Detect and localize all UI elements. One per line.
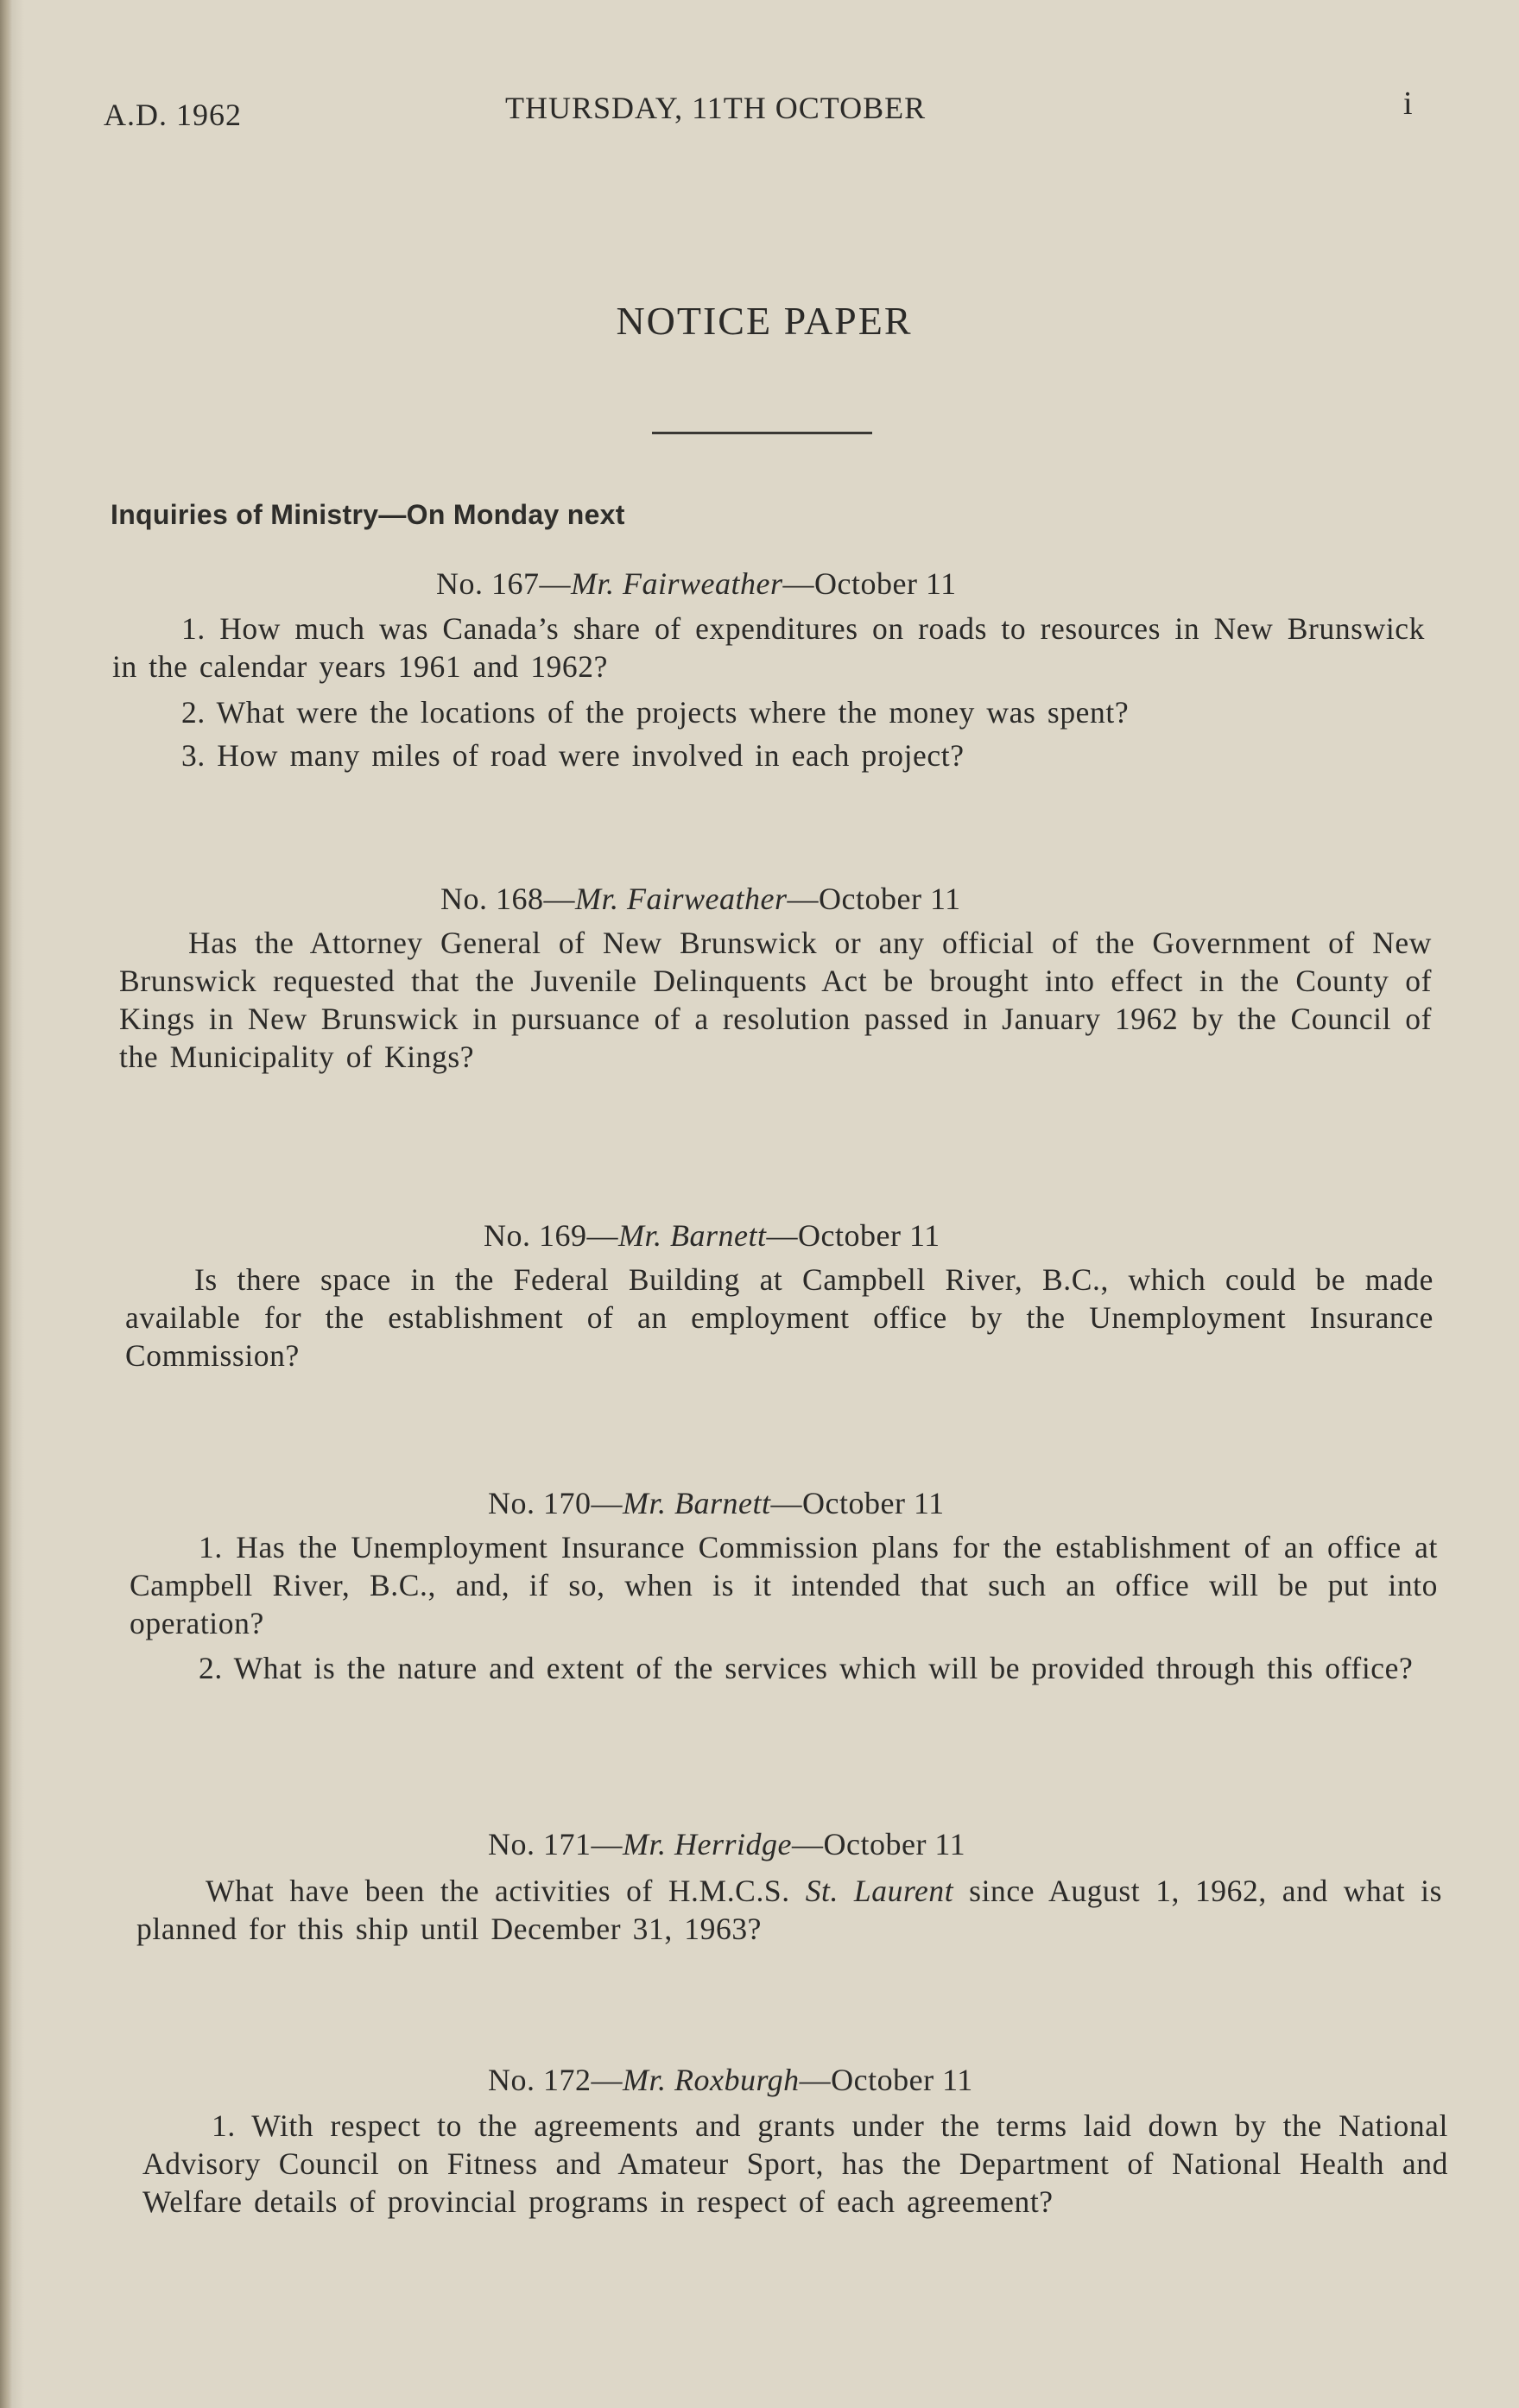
question-168-paragraph-1: Has the Attorney General of New Brunswick or any official of the Government of New Brunswick requested that the Juvenile Delinquents Act be brought into effect in the County of Kings in New Brunswick in pursuance of a resolution passed in January 1962 by the Council of the Municipality of Kings? [119,926,1432,1074]
question-number: No. 167— [436,566,571,601]
question-167-paragraph-1: 1. How much was Canada’s share of expenditures on roads to resources in New Brunswick in the calendar years 1961 and 1962? [112,611,1425,684]
question-170-paragraph-1: 1. Has the Unemployment Insurance Commission plans for the establishment of an office at Campbell River, B.C., and, if so, when is it intended that such an office will be put into operation? [130,1530,1438,1640]
question-167-paragraph-2: 2. What were the locations of the projects where the money was spent? [181,695,1130,730]
question-member: Mr. Herridge [623,1827,792,1861]
question-170-paragraph-2: 2. What is the nature and extent of the services which will be provided through this office? [199,1651,1414,1685]
question-date: —October 11 [782,566,957,601]
header-date: THURSDAY, 11TH OCTOBER [505,91,927,125]
question-member: Mr. Roxburgh [623,2063,800,2097]
question-number: No. 172— [488,2063,623,2097]
page-title: NOTICE PAPER [616,299,913,343]
question-number: No. 171— [488,1827,623,1861]
question-170-title [488,1485,945,1521]
question-168-title [440,881,961,917]
header-year: A.D. 1962 [104,98,242,132]
question-172-title [488,2062,973,2098]
section-heading: Inquiries of Ministry—On Monday next [111,499,625,530]
question-date: —October 11 [799,2063,973,2097]
question-172-paragraph-1: 1. With respect to the agreements and grants under the terms laid down by the National Advisory Council on Fitness and Amateur Sport, has the Department of National Health and Welfare details of provincial programs in respect of each agreement? [142,2108,1448,2219]
title-divider [652,432,872,434]
page-binding-edge [0,0,12,2408]
question-167-paragraph-3: 3. How many miles of road were involved in each project? [181,738,965,773]
page-header [0,85,1519,133]
question-171-title [488,1826,965,1862]
page-number: i [1403,85,1414,122]
question-171-paragraph-1: What have been the activities of H.M.C.S. St. Laurent since August 1, 1962, and what is planned for this ship until December 31, 1963? [136,1874,1442,1946]
question-169-paragraph-1: Is there space in the Federal Building at Campbell River, B.C., which could be made available for the establishment of an employment office by the Unemployment Insurance Commission? [125,1262,1434,1373]
ship-name: St. Laurent [805,1874,954,1908]
question-date: —October 11 [791,1827,966,1861]
question-number: No. 170— [488,1486,623,1520]
question-date: —October 11 [787,882,961,916]
question-member: Mr. Fairweather [571,566,783,601]
question-169-title [484,1217,940,1254]
question-number: No. 169— [484,1218,618,1253]
question-date: —October 11 [766,1218,940,1253]
question-member: Mr. Barnett [623,1486,771,1520]
question-date: —October 11 [770,1486,945,1520]
question-167-title [436,566,957,602]
question-member: Mr. Barnett [618,1218,767,1253]
question-member: Mr. Fairweather [575,882,788,916]
question-number: No. 168— [440,882,575,916]
